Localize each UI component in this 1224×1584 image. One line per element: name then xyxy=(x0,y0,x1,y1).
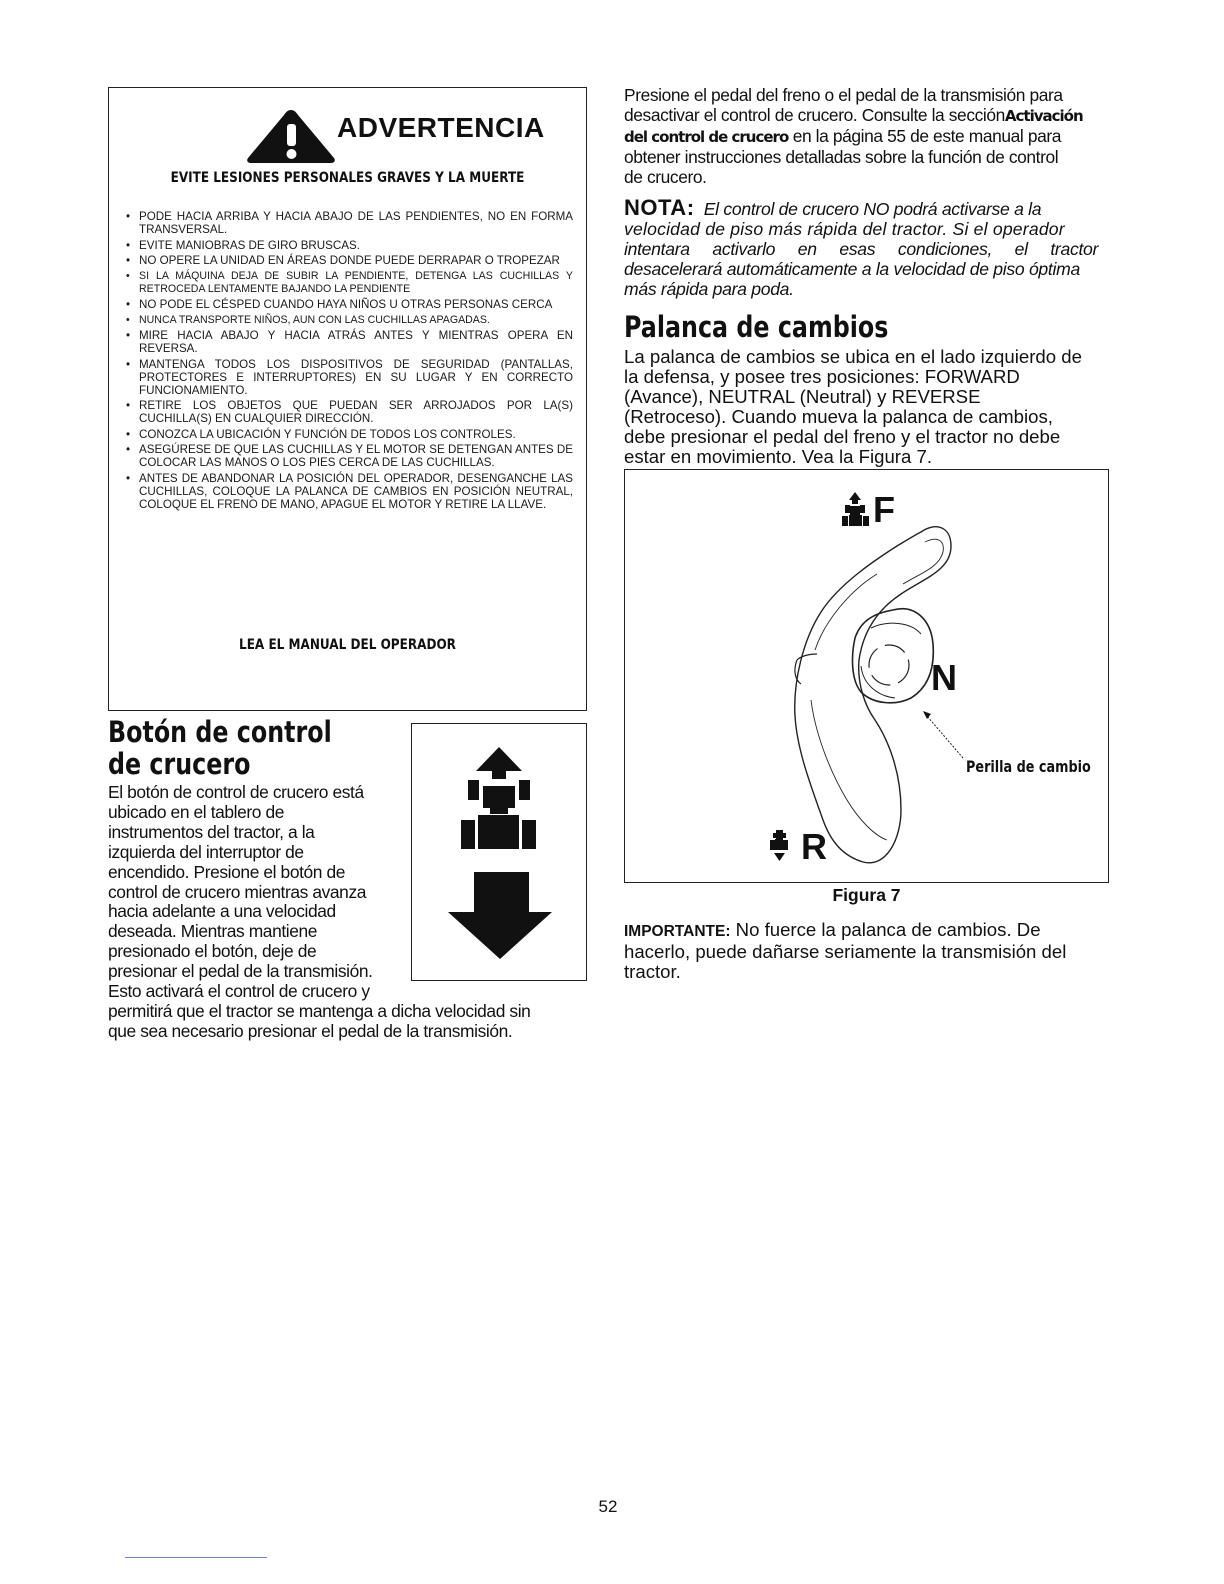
text-run: El control de crucero NO podrá activarse a la xyxy=(703,199,1042,219)
shift-heading: Palanca de cambios xyxy=(624,310,889,344)
warning-box xyxy=(108,87,587,711)
text-line: intentara activarlo en esas condiciones, el tractor xyxy=(624,238,1099,259)
footer-rule xyxy=(125,1557,267,1558)
warning-item: • CONOZCA LA UBICACIÓN Y FUNCIÓN DE TODOS LOS CONTROLES. xyxy=(119,428,573,441)
page-number: 52 xyxy=(598,1497,618,1516)
text-line: hacia adelante a una velocidad xyxy=(108,901,336,922)
cruise-paragraph xyxy=(108,783,563,1042)
figure-7 xyxy=(624,469,1109,883)
warning-title: ADVERTENCIA xyxy=(337,112,545,143)
text-line xyxy=(624,106,1108,127)
text-line: encendido. Presione el botón de xyxy=(108,861,346,882)
text-line: ubicado en el tablero de xyxy=(108,801,285,822)
text-line: presionado el botón, deje de xyxy=(108,941,317,962)
text-line: El botón de control de crucero está xyxy=(108,782,364,802)
shift-lever-diagram xyxy=(625,470,1110,884)
note-paragraph xyxy=(624,195,1108,300)
important-paragraph xyxy=(624,920,1108,982)
text-line: Esto activará el control de crucero y xyxy=(108,981,370,1002)
warning-item: • PODE HACIA ARRIBA Y HACIA ABAJO DE LAS PENDIENTES, NO EN FORMA TRANSVERSAL. xyxy=(119,210,573,236)
text-line: Presione el pedal del freno o el pedal de la transmisión para xyxy=(624,85,1063,105)
text-line: estar en movimiento. Vea la Figura 7. xyxy=(624,445,932,467)
warning-subtitle: EVITE LESIONES PERSONALES GRAVES Y LA MUERTE xyxy=(170,170,525,186)
text-line xyxy=(624,195,1108,220)
forward-label: F xyxy=(873,489,895,530)
warning-footer: LEA EL MANUAL DEL OPERADOR xyxy=(239,637,456,653)
text-line: velocidad de piso más rápida del tractor. Si el operador xyxy=(624,218,1065,239)
text-line: desacelerará automáticamente a la velocidad de piso óptima xyxy=(624,258,1080,279)
warning-item: • NO OPERE LA UNIDAD EN ÁREAS DONDE PUEDE DERRAPAR O TROPEZAR xyxy=(119,254,573,267)
section-reference: Activación xyxy=(1004,106,1083,125)
warning-triangle-icon xyxy=(245,108,337,164)
warning-item: • EVITE MANIOBRAS DE GIRO BRUSCAS. xyxy=(119,239,573,252)
text-line: deseada. Mientras mantiene xyxy=(108,921,318,942)
warning-item: • ASEGÚRESE DE QUE LAS CUCHILLAS Y EL MOTOR SE DETENGAN ANTES DE COLOCAR LAS MANOS O LOS PIES CERCA DE LAS CUCHILLAS. xyxy=(119,443,573,469)
important-label: IMPORTANTE: xyxy=(624,923,731,940)
text-line: obtener instrucciones detalladas sobre la función de control xyxy=(624,146,1059,167)
warning-item: • NO PODE EL CÉSPED CUANDO HAYA NIÑOS U OTRAS PERSONAS CERCA xyxy=(119,298,573,311)
note-label: NOTA: xyxy=(624,195,695,220)
warning-item: • SI LA MÁQUINA DEJA DE SUBIR LA PENDIENTE, DETENGA LAS CUCHILLAS Y RETROCEDA LENTAMENTE BAJANDO LA PENDIENTE xyxy=(119,270,573,296)
section-reference: del control de crucero xyxy=(624,127,789,146)
text-line: la defensa, y posee tres posiciones: FORWARD xyxy=(624,365,1020,387)
cruise-disable-paragraph xyxy=(624,86,1108,188)
figure-caption: Figura 7 xyxy=(832,885,901,905)
reverse-label: R xyxy=(801,826,827,867)
text-line: hacerlo, puede dañarse seriamente la transmisión del xyxy=(624,940,1067,962)
warning-item: • MIRE HACIA ABAJO Y HACIA ATRÁS ANTES Y MIENTRAS OPERA EN REVERSA. xyxy=(119,329,573,355)
text-run: en la página 55 de este manual para xyxy=(788,125,1062,146)
text-run: No fuerce la palanca de cambios. De xyxy=(730,919,1041,940)
text-line: más rápida para poda. xyxy=(624,278,794,299)
text-line: (Retroceso). Cuando mueva la palanca de cambios, xyxy=(624,405,1053,427)
text-line: que sea necesario presionar el pedal de la transmisión. xyxy=(108,1020,513,1041)
text-line xyxy=(624,920,1108,942)
warning-item: • MANTENGA TODOS LOS DISPOSITIVOS DE SEGURIDAD (PANTALLAS, PROTECTORES E INTERRUPTORES) EN SU LUGAR Y EN CORRECTO FUNCIONAMIENTO. xyxy=(119,358,573,397)
text-line: (Avance), NEUTRAL (Neutral) y REVERSE xyxy=(624,385,981,407)
warning-item: • NUNCA TRANSPORTE NIÑOS, AUN CON LAS CUCHILLAS APAGADAS. xyxy=(119,314,573,327)
text-line: izquierda del interruptor de xyxy=(108,841,304,862)
text-line xyxy=(624,127,1108,148)
text-line: debe presionar el pedal del freno y el tractor no debe xyxy=(624,425,1061,447)
text-line: presionar el pedal de la transmisión. xyxy=(108,961,373,982)
cruise-heading: Botón de control de crucero xyxy=(108,715,332,781)
text-run: desactivar el control de crucero. Consulte la sección xyxy=(624,104,1005,125)
text-line: permitirá que el tractor se mantenga a dicha velocidad sin xyxy=(108,1000,531,1021)
text-line: de crucero. xyxy=(624,166,707,187)
forward-tractor-icon xyxy=(842,492,869,526)
warning-item: • RETIRE LOS OBJETOS QUE PUEDAN SER ARROJADOS POR LA(S) CUCHILLA(S) EN CUALQUIER DIRECCIÓN. xyxy=(119,399,573,425)
text-line: La palanca de cambios se ubica en el lado izquierdo de xyxy=(624,346,1082,367)
warning-list xyxy=(119,210,573,513)
warning-header xyxy=(245,108,545,164)
text-line: instrumentos del tractor, a la xyxy=(108,821,315,842)
reverse-tractor-icon xyxy=(770,830,788,861)
text-line: tractor. xyxy=(624,960,681,982)
shift-paragraph xyxy=(624,347,1108,466)
neutral-label: N xyxy=(931,657,957,698)
knob-label: Perilla de cambio xyxy=(966,757,1091,776)
warning-item: • ANTES DE ABANDONAR LA POSICIÓN DEL OPERADOR, DESENGANCHE LAS CUCHILLAS, COLOQUE LA PALANCA DE CAMBIOS EN POSICIÓN NEUTRAL, COLOQUE EL FRENO DE MANO, APAGUE EL MOTOR Y RETIRE LA LLAVE. xyxy=(119,472,573,511)
text-line: control de crucero mientras avanza xyxy=(108,881,367,902)
